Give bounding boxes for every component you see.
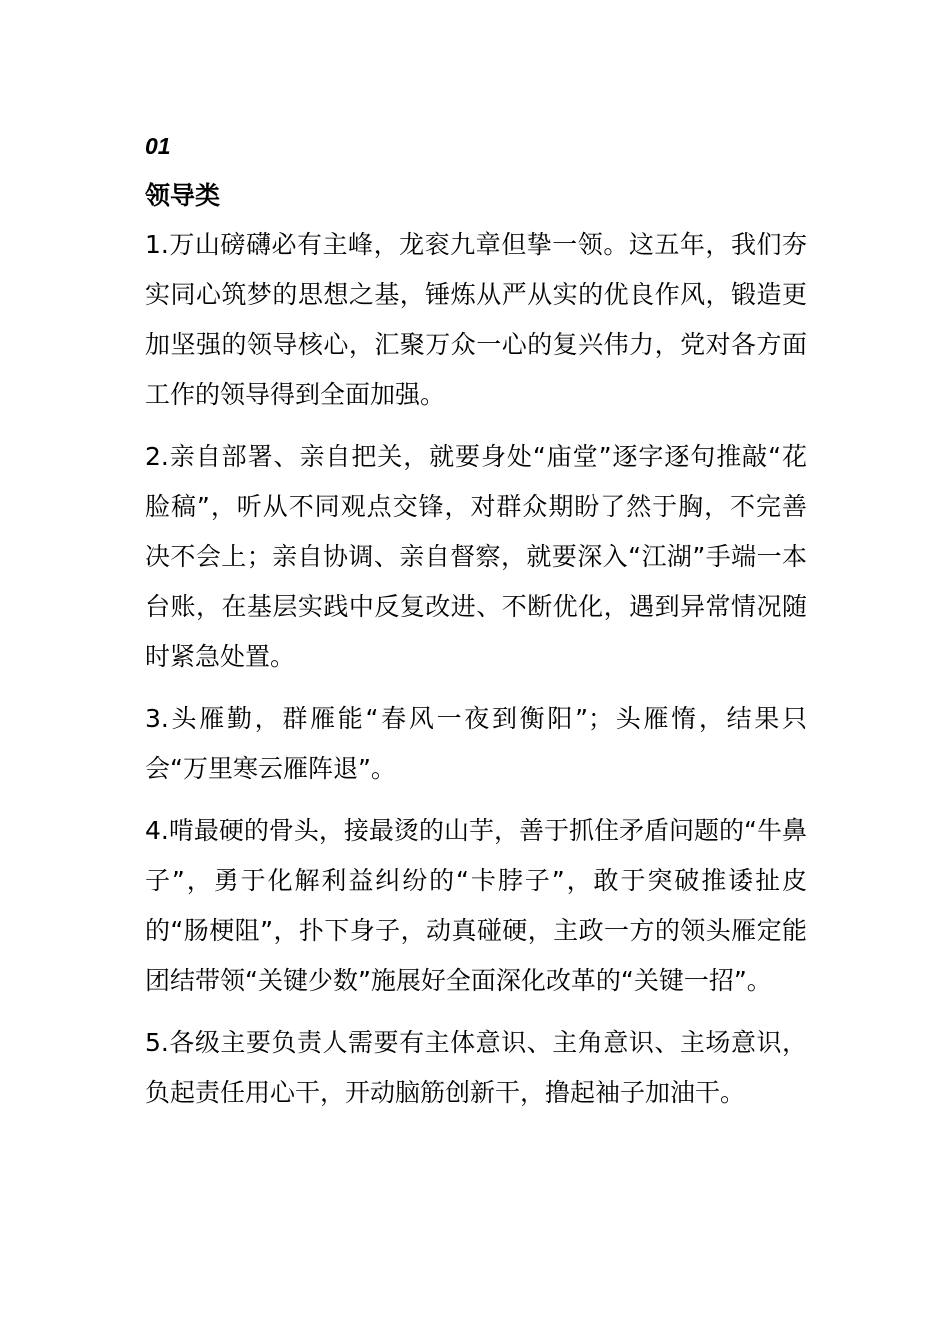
section-title: 领导类 xyxy=(145,181,221,210)
paragraph-5: 5.各级主要负责人需要有主体意识、主角意识、主场意识，负起责任用心干，开动脑筋创新干，撸起袖子加油干。 xyxy=(145,1028,807,1107)
paragraph-2: 2.亲自部署、亲自把关，就要身处“庙堂”逐字逐句推敲“花脸稿”，听从不同观点交锋，对群众期盼了然于胸，不完善决不会上；亲自协调、亲自督察，就要深入“江湖”手端一本台账，在基层实践中反复改进、不断优化，遇到异常情况随时紧急处置。 xyxy=(145,442,807,671)
section-number: 01 xyxy=(145,133,171,159)
paragraph-1: 1.万山磅礴必有主峰，龙衮九章但挚一领。这五年，我们夯实同心筑梦的思想之基，锤炼从严从实的优良作风，锻造更加坚强的领导核心，汇聚万众一心的复兴伟力，党对各方面工作的领导得到全面加强。 xyxy=(145,230,807,409)
paragraph-4: 4.啃最硬的骨头，接最烫的山芋，善于抓住矛盾问题的“牛鼻子”，勇于化解利益纠纷的“卡脖子”，敢于突破推诿扯皮的“肠梗阻”，扑下身子，动真碰硬，主政一方的领头雁定能团结带领“关键少数”施展好全面深化改革的“关键一招”。 xyxy=(145,816,807,995)
paragraph-3: 3.头雁勤，群雁能“春风一夜到衡阳”；头雁惰，结果只会“万里寒云雁阵退”。 xyxy=(145,704,807,783)
document-content xyxy=(145,128,807,1130)
